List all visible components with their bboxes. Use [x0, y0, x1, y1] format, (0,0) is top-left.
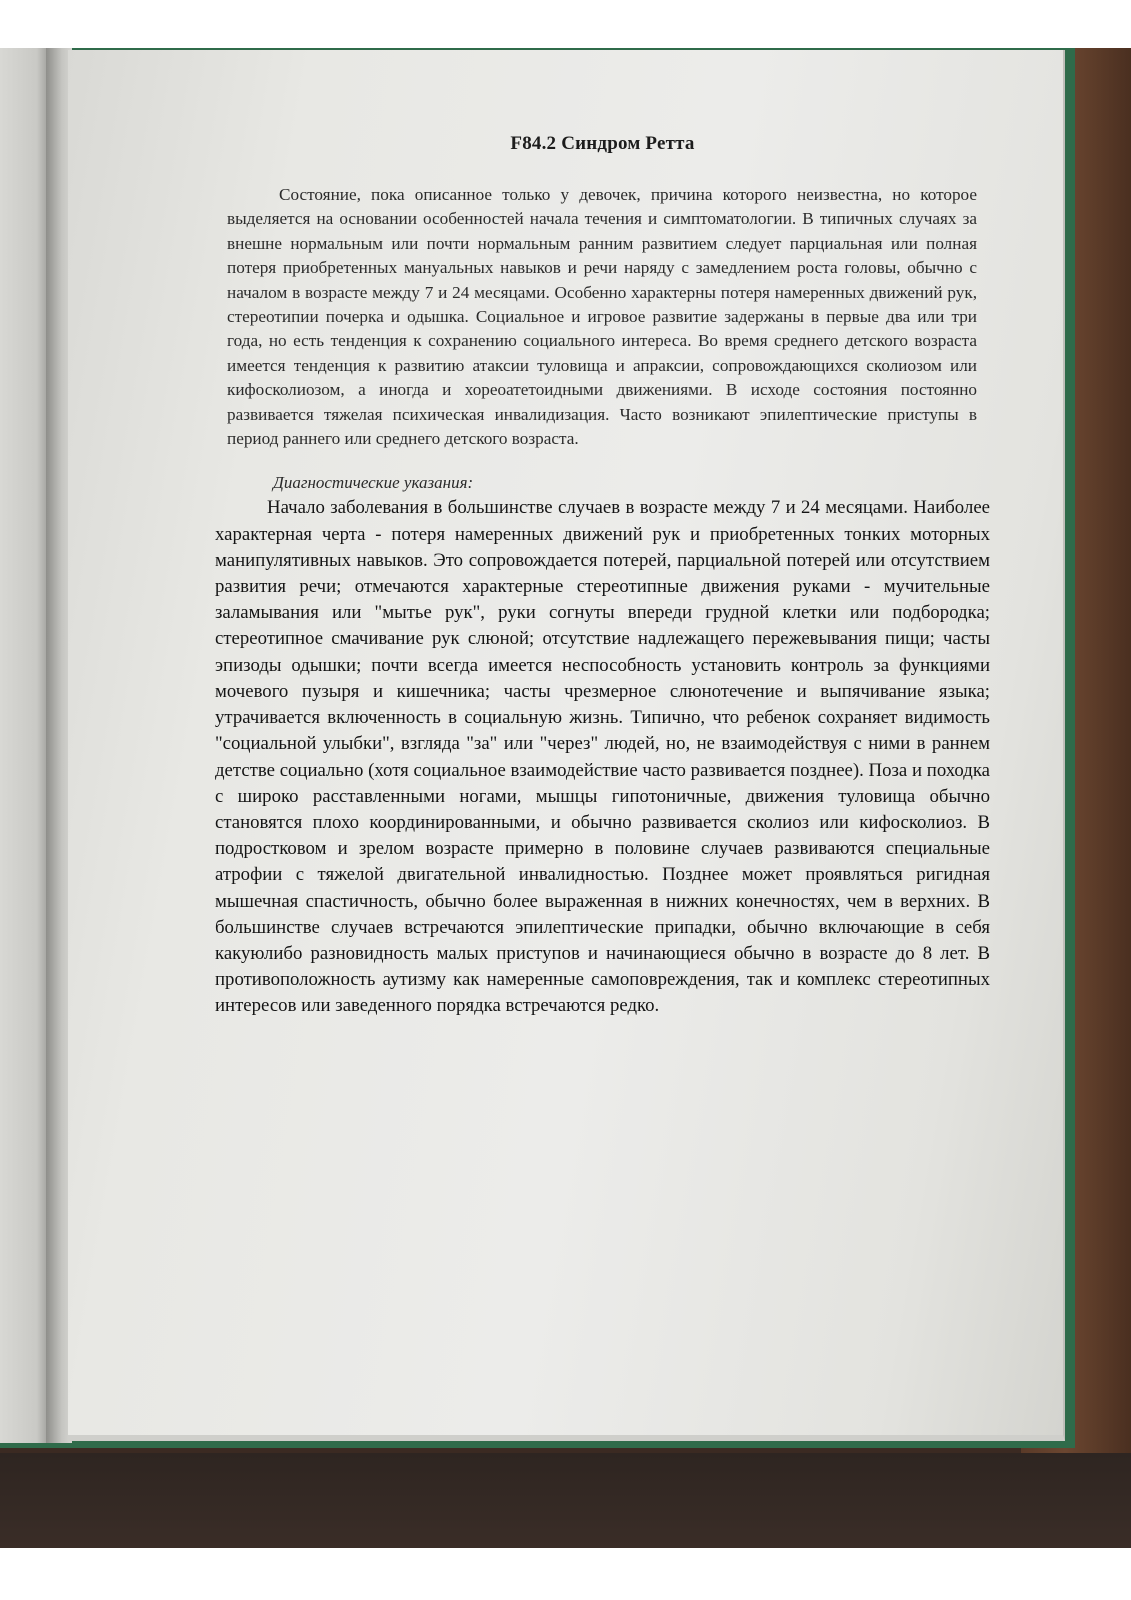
page-text	[215, 133, 990, 1020]
page-title: F84.2 Синдром Ретта	[510, 133, 695, 154]
document-photo	[0, 48, 1131, 1548]
facing-page	[0, 48, 46, 1443]
diagnostic-paragraph: Начало заболевания в большинстве случаев в возрасте между 7 и 24 месяцами. Наиболее характерная черта - потеря намеренных движений рук и приобретенных тонких моторных манипулятивных навыков. Это сопровождается потерей, парциальной потерей или отсутствием развития речи; отмечаются характерные стереотипные движения руками - мучительные заламывания или "мытье рук", руки согнуты впереди грудной клетки или подбородка; стереотипное смачивание рук слюной; отсутствие надлежащего пережевывания пищи; часты эпизоды одышки; почти всегда имеется неспособность установить контроль за функциями мочевого пузыря и кишечника; часты чрезмерное слюнотечение и выпячивание языка; утрачивается включенность в социальную жизнь. Типично, что ребенок сохраняет видимость "социальной улыбки", взгляда "за" или "через" людей, но, не взаимодействуя с ними в раннем детстве социально (хотя социальное взаимодействие часто развивается позднее). Поза и походка с широко расставленными ногами, мышцы гипотоничные, движения туловища обычно становятся плохо координированными, и обычно развивается сколиоз или кифосколиоз. В подростковом и зрелом возрасте примерно в половине случаев развиваются специальные атрофии с тяжелой двигательной инвалидностью. Позднее может проявляться ригидная мышечная спастичность, обычно более выраженная в нижних конечностях, чем в верхних. В большинстве случаев встречаются эпилептические припадки, обычно включающие в себя какуюлибо разновидность малых приступов и начинающиеся обычно в возрасте до 8 лет. В противоположность аутизму как намеренные самоповреждения, так и комплекс стереотипных интересов или заведенного порядка встречаются редко.	[215, 497, 990, 1017]
section-heading: Диагностические указания:	[273, 473, 474, 493]
desk-edge	[0, 1453, 1131, 1548]
description-paragraph: Состояние, пока описанное только у девочек, причина которого неизвестна, но которое выделяется на основании особенностей начала течения и симптоматологии. В типичных случаях за внешне нормальным или почти нормальным ранним развитием следует парциальная или полная потеря приобретенных мануальных навыков и речи наряду с замедлением роста головы, обычно с началом в возрасте между 7 и 24 месяцами. Особенно характерны потеря намеренных движений рук, стереотипии почерка и одышка. Социальное и игровое развитие задержаны в первые два или три года, но есть тенденция к сохранению социального интереса. Во время среднего детского возраста имеется тенденция к развитию атаксии туловища и апраксии, сопровождающихся сколиозом или кифосколиозом, а иногда и хореоатетоидными движениями. В исходе состояния постоянно развивается тяжелая психическая инвалидизация. Часто возникают эпилептические приступы в период раннего или среднего детского возраста.	[227, 185, 977, 449]
